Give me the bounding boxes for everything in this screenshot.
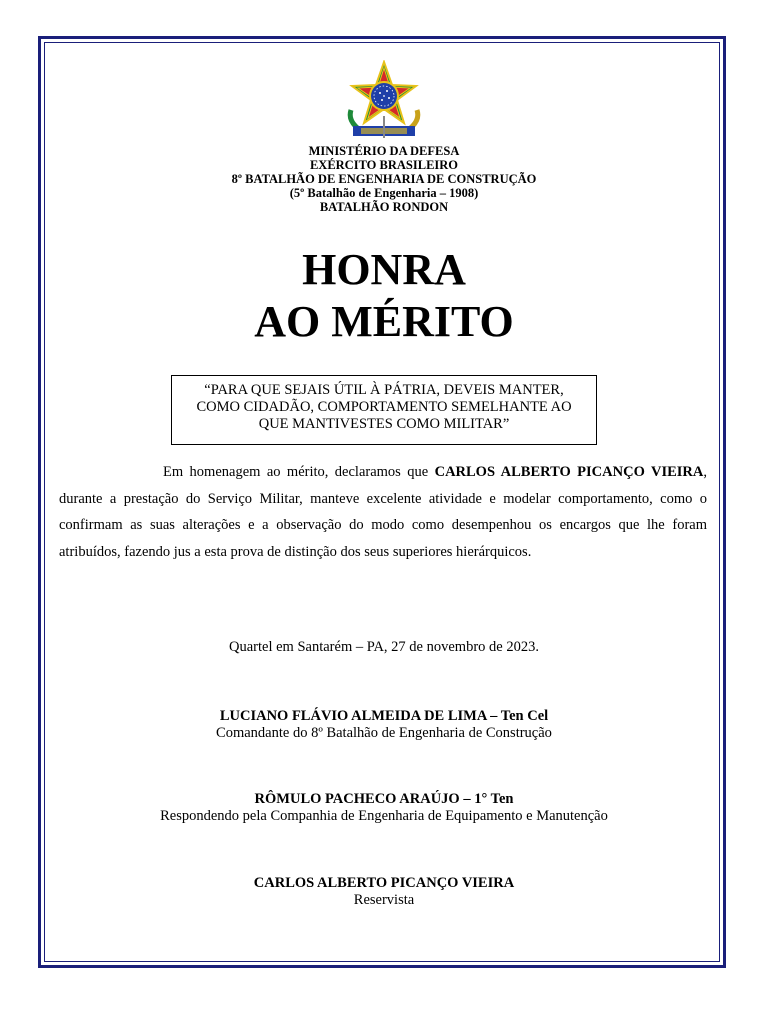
certificate-body <box>59 459 707 565</box>
body-intro: Em homenagem ao mérito, declaramos que <box>163 464 435 480</box>
place-and-date: Quartel em Santarém – PA, 27 de novembro de 2023. <box>229 639 539 655</box>
signature-block-3 <box>0 875 768 909</box>
certificate-title <box>0 244 768 348</box>
header-line-1: MINISTÉRIO DA DEFESA <box>308 144 460 158</box>
motto-line-3: QUE MANTIVESTES COMO MILITAR” <box>258 416 510 432</box>
signature-role-3: Reservista <box>353 892 415 908</box>
signature-block-2 <box>0 791 768 825</box>
header-line-2: EXÉRCITO BRASILEIRO <box>309 158 459 172</box>
motto-line-1: “PARA QUE SEJAIS ÚTIL À PÁTRIA, DEVEIS MANTER, <box>204 382 564 398</box>
institution-header <box>0 144 768 214</box>
header-line-3: 8º BATALHÃO DE ENGENHARIA DE CONSTRUÇÃO <box>231 172 537 186</box>
signature-name-2: RÔMULO PACHECO ARAÚJO – 1° Ten <box>254 791 514 807</box>
signature-name-3: CARLOS ALBERTO PICANÇO VIEIRA <box>253 875 515 891</box>
title-line-2: AO MÉRITO <box>254 297 514 346</box>
body-rest: , durante a prestação do Serviço Militar, manteve excelente atividade e modelar comportamento, como o confirmam as suas alterações e a observação do modo como desempenhou os encargos que lhe foram atribuídos, fazendo jus a esta prova de distinção dos seus superiores hierárquicos. <box>59 464 707 560</box>
motto-line-2: COMO CIDADÃO, COMPORTAMENTO SEMELHANTE AO <box>196 399 572 415</box>
header-line-5: BATALHÃO RONDON <box>319 200 449 214</box>
signature-name-1: LUCIANO FLÁVIO ALMEIDA DE LIMA – Ten Cel <box>219 708 549 724</box>
motto-box <box>171 375 597 445</box>
brazil-coat-of-arms-icon <box>341 60 427 142</box>
header-line-4: (5º Batalhão de Engenharia – 1908) <box>289 186 479 200</box>
signature-block-1 <box>0 708 768 742</box>
signature-role-2: Respondendo pela Companhia de Engenharia de Equipamento e Manutenção <box>160 808 608 824</box>
honoree-name: CARLOS ALBERTO PICANÇO VIEIRA <box>434 464 704 480</box>
title-line-1: HONRA <box>302 245 466 294</box>
signature-role-1: Comandante do 8º Batalhão de Engenharia de Construção <box>216 725 552 741</box>
